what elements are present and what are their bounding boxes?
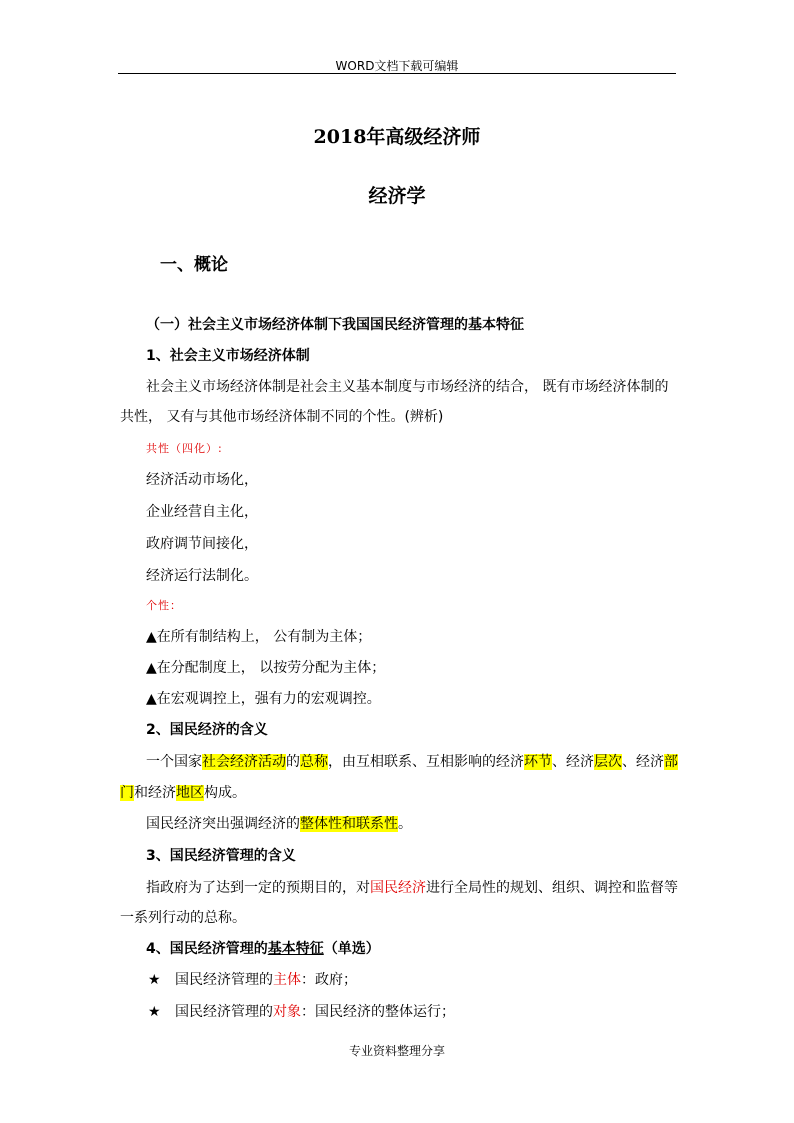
document-title: 2018年高级经济师 bbox=[313, 126, 481, 148]
highlight: 社会经济活动 bbox=[202, 754, 286, 770]
paragraph-line: 指政府为了达到一定的预期目的，对国民经济进行全局性的规划、组织、调控和监督等 bbox=[146, 880, 678, 896]
page-footer: 专业资料整理分享 bbox=[348, 1044, 445, 1058]
paragraph-line: 一系列行动的总称。 bbox=[120, 910, 246, 926]
red-emphasis: 对象 bbox=[273, 1004, 301, 1020]
subsection-2-heading: 2、国民经济的含义 bbox=[146, 722, 268, 738]
header-divider bbox=[118, 73, 676, 74]
list-item: ▲在分配制度上， 以按劳分配为主体； bbox=[146, 660, 386, 676]
list-item: 经济活动市场化， bbox=[146, 472, 258, 488]
star-icon: ★ bbox=[148, 1004, 161, 1020]
list-item: 企业经营自主化， bbox=[146, 504, 258, 520]
highlight: 地区 bbox=[176, 785, 204, 801]
paragraph-line: 国民经济突出强调经济的整体性和联系性。 bbox=[146, 816, 412, 832]
highlight: 层次 bbox=[594, 754, 622, 770]
paragraph-line: 门和经济地区构成。 bbox=[120, 785, 246, 801]
list-item: ★ 国民经济管理的对象：国民经济的整体运行； bbox=[148, 1004, 455, 1020]
list-item: 政府调节间接化， bbox=[146, 536, 258, 552]
highlight: 整体性和联系性 bbox=[300, 816, 398, 832]
red-emphasis: 主体 bbox=[273, 972, 301, 988]
subsection-4-heading: 4、国民经济管理的基本特征（单选） bbox=[146, 941, 380, 957]
paragraph-line: 一个国家社会经济活动的总称，由互相联系、互相影响的经济环节、经济层次、经济部 bbox=[146, 754, 678, 770]
list-item: ▲在宏观调控上，强有力的宏观调控。 bbox=[146, 691, 381, 707]
list-item: 经济运行法制化。 bbox=[146, 568, 258, 584]
highlight: 总称 bbox=[300, 754, 328, 770]
subsection-3-heading: 3、国民经济管理的含义 bbox=[146, 848, 296, 864]
paragraph-line: 社会主义市场经济体制是社会主义基本制度与市场经济的结合， 既有市场经济体制的 bbox=[146, 379, 669, 395]
page-header: WORD文档下载可编辑 bbox=[335, 59, 459, 73]
subsection-1-heading: 1、社会主义市场经济体制 bbox=[146, 348, 310, 364]
highlight: 环节 bbox=[524, 754, 552, 770]
section-heading: （一）社会主义市场经济体制下我国国民经济管理的基本特征 bbox=[146, 317, 524, 333]
highlight: 部 bbox=[664, 754, 678, 770]
chapter-heading: 一、概论 bbox=[160, 255, 228, 275]
document-subtitle: 经济学 bbox=[368, 185, 426, 207]
underlined-term: 基本特征 bbox=[267, 941, 324, 957]
star-icon: ★ bbox=[148, 972, 161, 988]
highlight: 门 bbox=[120, 785, 134, 801]
individual-label: 个性： bbox=[146, 599, 182, 612]
list-item: ★ 国民经济管理的主体：政府； bbox=[148, 972, 357, 988]
red-emphasis: 国民经济 bbox=[370, 880, 426, 896]
common-label: 共性（四化）: bbox=[146, 442, 223, 455]
paragraph-line: 共性， 又有与其他市场经济体制不同的个性。(辨析) bbox=[120, 409, 444, 425]
list-item: ▲在所有制结构上， 公有制为主体； bbox=[146, 629, 372, 645]
